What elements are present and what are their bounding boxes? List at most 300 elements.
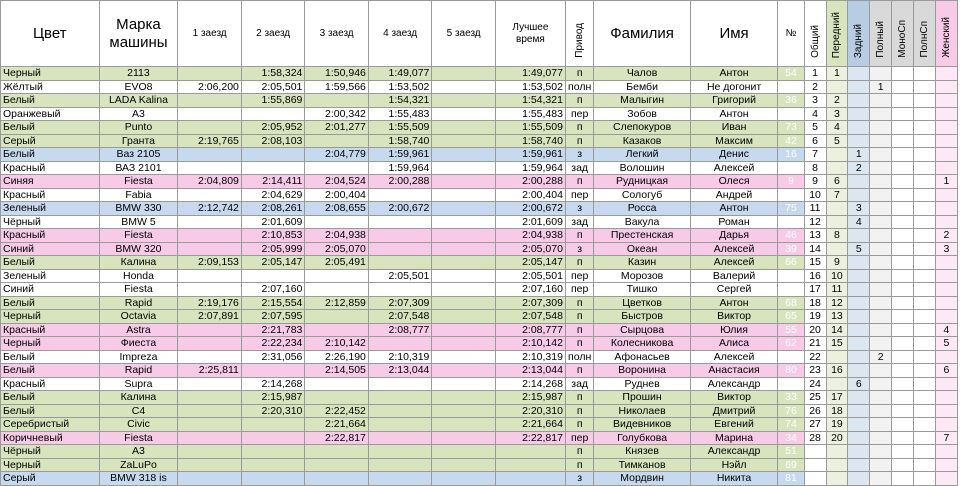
cell-last-name[interactable]: Вакула [594,215,690,229]
cell-race3[interactable]: 2:04,524 [305,175,369,189]
cell-front[interactable]: 3 [826,107,848,121]
cell-full[interactable] [914,310,936,324]
cell-race4[interactable] [368,215,432,229]
table-row[interactable] [1,310,958,324]
cell-race5[interactable] [432,404,496,418]
cell-model[interactable]: BMW 318 is [99,472,178,486]
cell-model[interactable]: Fabia [99,188,178,202]
cell-drive[interactable]: з [565,202,593,216]
cell-race1[interactable] [178,472,242,486]
cell-first-name[interactable]: Александр [690,377,778,391]
cell-race2[interactable]: 2:20,310 [241,404,305,418]
cell-best[interactable]: 2:20,310 [495,404,565,418]
cell-race2[interactable]: 2:04,629 [241,188,305,202]
cell-race1[interactable]: 2:09,153 [178,256,242,270]
cell-color[interactable]: Синий [1,242,100,256]
cell-drive[interactable]: з [565,472,593,486]
cell-front[interactable]: 12 [826,296,848,310]
cell-full[interactable] [914,161,936,175]
cell-best[interactable] [495,445,565,459]
cell-race3[interactable] [305,94,369,108]
cell-drive[interactable]: п [565,337,593,351]
cell-rear[interactable] [848,188,870,202]
cell-rear[interactable] [848,67,870,81]
cell-best[interactable]: 2:04,938 [495,229,565,243]
cell-last-name[interactable]: Тишко [594,283,690,297]
cell-last-name[interactable]: Цветков [594,296,690,310]
cell-rear[interactable] [848,458,870,472]
cell-model[interactable]: Impreza [99,350,178,364]
cell-rear[interactable] [848,404,870,418]
cell-female[interactable] [935,80,957,94]
cell-model[interactable]: Fiesta [99,229,178,243]
cell-race5[interactable] [432,107,496,121]
cell-drive[interactable]: полн [565,350,593,364]
cell-number[interactable]: 54 [778,67,804,81]
cell-first-name[interactable]: Дарья [690,229,778,243]
cell-awd[interactable] [870,418,892,432]
cell-female[interactable] [935,215,957,229]
cell-color[interactable]: Белый [1,148,100,162]
cell-race5[interactable] [432,323,496,337]
cell-race2[interactable]: 2:08,261 [241,202,305,216]
cell-best[interactable]: 1:49,077 [495,67,565,81]
cell-race4[interactable] [368,377,432,391]
cell-awd[interactable] [870,364,892,378]
cell-rear[interactable]: 1 [848,148,870,162]
cell-mono[interactable] [892,283,914,297]
cell-race1[interactable] [178,323,242,337]
cell-awd[interactable] [870,391,892,405]
cell-number[interactable]: 76 [778,404,804,418]
cell-number[interactable]: 71 [778,161,804,175]
cell-mono[interactable] [892,404,914,418]
cell-female[interactable] [935,67,957,81]
cell-overall[interactable]: 4 [804,107,826,121]
cell-mono[interactable] [892,269,914,283]
header-overall[interactable] [804,1,826,67]
cell-race2[interactable] [241,364,305,378]
cell-front[interactable]: 11 [826,283,848,297]
cell-drive[interactable]: п [565,121,593,135]
cell-drive[interactable]: полн [565,80,593,94]
cell-color[interactable]: Красный [1,229,100,243]
cell-model[interactable]: A3 [99,445,178,459]
cell-awd[interactable]: 1 [870,80,892,94]
cell-color[interactable]: Чёрный [1,215,100,229]
cell-first-name[interactable]: Алексей [690,242,778,256]
cell-mono[interactable] [892,175,914,189]
table-row[interactable] [1,337,958,351]
cell-number[interactable]: 55 [778,323,804,337]
cell-race1[interactable] [178,404,242,418]
cell-race1[interactable] [178,391,242,405]
header-awd[interactable] [870,1,892,67]
cell-race4[interactable]: 1:53,502 [368,80,432,94]
cell-overall[interactable]: 11 [804,202,826,216]
cell-model[interactable]: BMW 5 [99,215,178,229]
cell-race4[interactable]: 2:05,501 [368,269,432,283]
cell-full[interactable] [914,364,936,378]
cell-color[interactable]: Черный [1,67,100,81]
cell-race5[interactable] [432,148,496,162]
cell-awd[interactable] [870,148,892,162]
cell-race2[interactable]: 2:08,103 [241,134,305,148]
cell-number[interactable]: 39 [778,242,804,256]
cell-rear[interactable] [848,310,870,324]
cell-first-name[interactable]: Анастасия [690,364,778,378]
cell-race5[interactable] [432,310,496,324]
table-row[interactable] [1,80,958,94]
cell-first-name[interactable]: Евгений [690,418,778,432]
cell-last-name[interactable]: Голубкова [594,431,690,445]
cell-race4[interactable] [368,404,432,418]
cell-mono[interactable] [892,377,914,391]
cell-number[interactable]: 36 [778,94,804,108]
cell-race3[interactable] [305,391,369,405]
cell-race5[interactable] [432,188,496,202]
table-row[interactable] [1,472,958,486]
cell-overall[interactable]: 21 [804,337,826,351]
table-row[interactable] [1,242,958,256]
cell-mono[interactable] [892,431,914,445]
cell-overall[interactable]: 2 [804,80,826,94]
cell-drive[interactable]: п [565,229,593,243]
cell-race4[interactable]: 2:08,777 [368,323,432,337]
cell-best[interactable]: 2:05,147 [495,256,565,270]
table-row[interactable] [1,364,958,378]
cell-first-name[interactable]: Олеся [690,175,778,189]
cell-last-name[interactable]: Быстров [594,310,690,324]
header-race3[interactable]: 3 заезд [305,1,369,67]
cell-mono[interactable] [892,134,914,148]
cell-rear[interactable]: 4 [848,215,870,229]
cell-full[interactable] [914,404,936,418]
cell-front[interactable]: 5 [826,134,848,148]
cell-race4[interactable]: 1:59,964 [368,161,432,175]
cell-mono[interactable] [892,188,914,202]
cell-race2[interactable]: 2:15,987 [241,391,305,405]
cell-front[interactable]: 18 [826,404,848,418]
cell-number[interactable]: 62 [778,337,804,351]
cell-awd[interactable] [870,188,892,202]
cell-rear[interactable] [848,175,870,189]
cell-race1[interactable]: 2:19,765 [178,134,242,148]
cell-first-name[interactable]: Юлия [690,323,778,337]
cell-overall[interactable]: 9 [804,175,826,189]
cell-model[interactable]: Fiesta [99,431,178,445]
cell-female[interactable] [935,202,957,216]
cell-model[interactable]: Octavia [99,310,178,324]
header-race2[interactable]: 2 заезд [241,1,305,67]
cell-race1[interactable] [178,377,242,391]
cell-drive[interactable]: з [565,148,593,162]
cell-first-name[interactable]: Александр [690,445,778,459]
cell-mono[interactable] [892,458,914,472]
cell-overall[interactable]: 12 [804,215,826,229]
cell-full[interactable] [914,215,936,229]
cell-race2[interactable]: 2:07,595 [241,310,305,324]
table-row[interactable] [1,134,958,148]
cell-last-name[interactable]: Мордвин [594,472,690,486]
cell-drive[interactable]: п [565,445,593,459]
cell-rear[interactable] [848,364,870,378]
cell-mono[interactable] [892,418,914,432]
cell-model[interactable]: C4 [99,404,178,418]
cell-awd[interactable] [870,94,892,108]
cell-color[interactable]: Черный [1,337,100,351]
cell-female[interactable]: 3 [935,242,957,256]
cell-model[interactable]: Rapid [99,296,178,310]
cell-rear[interactable]: 5 [848,242,870,256]
cell-full[interactable] [914,242,936,256]
cell-full[interactable] [914,121,936,135]
cell-overall[interactable]: 6 [804,134,826,148]
cell-race3[interactable]: 2:04,779 [305,148,369,162]
cell-number[interactable]: 75 [778,202,804,216]
table-row[interactable] [1,161,958,175]
cell-front[interactable]: 10 [826,269,848,283]
cell-race4[interactable]: 2:00,288 [368,175,432,189]
cell-drive[interactable]: пер [565,431,593,445]
cell-rear[interactable] [848,296,870,310]
cell-overall[interactable]: 1 [804,67,826,81]
cell-model[interactable]: A3 [99,107,178,121]
cell-full[interactable] [914,256,936,270]
cell-race3[interactable]: 2:05,491 [305,256,369,270]
cell-full[interactable] [914,229,936,243]
cell-best[interactable]: 1:55,509 [495,121,565,135]
cell-overall[interactable] [804,445,826,459]
cell-female[interactable]: 6 [935,364,957,378]
cell-race2[interactable]: 2:22,234 [241,337,305,351]
cell-model[interactable]: Ваз 2105 [99,148,178,162]
cell-overall[interactable]: 14 [804,242,826,256]
cell-race2[interactable]: 2:14,411 [241,175,305,189]
cell-drive[interactable]: п [565,458,593,472]
cell-last-name[interactable]: Казаков [594,134,690,148]
cell-model[interactable]: Калина [99,256,178,270]
cell-female[interactable] [935,283,957,297]
cell-drive[interactable]: пер [565,188,593,202]
cell-female[interactable]: 2 [935,229,957,243]
cell-race5[interactable] [432,80,496,94]
cell-race1[interactable] [178,67,242,81]
header-race4[interactable]: 4 заезд [368,1,432,67]
cell-race3[interactable]: 2:00,342 [305,107,369,121]
cell-race5[interactable] [432,67,496,81]
cell-overall[interactable] [804,458,826,472]
cell-last-name[interactable]: Прошин [594,391,690,405]
cell-rear[interactable]: 6 [848,377,870,391]
cell-mono[interactable] [892,472,914,486]
cell-rear[interactable] [848,269,870,283]
cell-female[interactable] [935,404,957,418]
cell-race5[interactable] [432,229,496,243]
table-row[interactable] [1,188,958,202]
cell-first-name[interactable]: Сергей [690,283,778,297]
cell-color[interactable]: Синяя [1,175,100,189]
cell-rear[interactable] [848,418,870,432]
cell-number[interactable]: 80 [778,364,804,378]
cell-front[interactable] [826,148,848,162]
cell-race1[interactable]: 2:07,891 [178,310,242,324]
cell-drive[interactable]: п [565,134,593,148]
cell-full[interactable] [914,202,936,216]
cell-front[interactable] [826,215,848,229]
cell-awd[interactable] [870,431,892,445]
cell-race3[interactable] [305,269,369,283]
cell-color[interactable]: Красный [1,323,100,337]
cell-best[interactable]: 1:55,483 [495,107,565,121]
cell-race4[interactable] [368,445,432,459]
cell-first-name[interactable]: Роман [690,215,778,229]
table-row[interactable] [1,323,958,337]
cell-full[interactable] [914,418,936,432]
cell-race4[interactable]: 2:13,044 [368,364,432,378]
cell-first-name[interactable]: Иван [690,121,778,135]
cell-number[interactable]: 81 [778,472,804,486]
cell-model[interactable]: Фиеста [99,337,178,351]
cell-overall[interactable]: 25 [804,391,826,405]
cell-color[interactable]: Белый [1,94,100,108]
cell-race1[interactable] [178,458,242,472]
cell-race4[interactable] [368,391,432,405]
cell-race3[interactable] [305,445,369,459]
cell-female[interactable] [935,148,957,162]
cell-race1[interactable]: 2:19,176 [178,296,242,310]
cell-model[interactable]: 2113 [99,67,178,81]
cell-race2[interactable]: 2:14,268 [241,377,305,391]
cell-model[interactable]: Fiesta [99,283,178,297]
cell-rear[interactable] [848,431,870,445]
cell-awd[interactable] [870,121,892,135]
cell-full[interactable] [914,148,936,162]
cell-awd[interactable] [870,175,892,189]
cell-overall[interactable]: 3 [804,94,826,108]
cell-race2[interactable] [241,161,305,175]
cell-drive[interactable]: пер [565,269,593,283]
cell-model[interactable]: Honda [99,269,178,283]
cell-race3[interactable]: 2:05,070 [305,242,369,256]
cell-number[interactable]: 72 [778,283,804,297]
cell-race1[interactable]: 2:12,742 [178,202,242,216]
cell-front[interactable]: 15 [826,337,848,351]
cell-female[interactable] [935,377,957,391]
cell-last-name[interactable]: Руднев [594,377,690,391]
cell-awd[interactable] [870,283,892,297]
cell-race3[interactable]: 2:12,859 [305,296,369,310]
header-full[interactable] [914,1,936,67]
cell-awd[interactable] [870,458,892,472]
cell-race2[interactable] [241,418,305,432]
cell-number[interactable]: 77 [778,188,804,202]
cell-female[interactable]: 4 [935,323,957,337]
cell-best[interactable]: 2:13,044 [495,364,565,378]
cell-best[interactable]: 1:54,321 [495,94,565,108]
header-mono[interactable] [892,1,914,67]
cell-race3[interactable]: 2:21,664 [305,418,369,432]
cell-first-name[interactable]: Антон [690,296,778,310]
header-front[interactable] [826,1,848,67]
cell-race1[interactable]: 2:25,811 [178,364,242,378]
cell-race4[interactable]: 2:07,548 [368,310,432,324]
cell-last-name[interactable]: Колесникова [594,337,690,351]
cell-color[interactable]: Серый [1,472,100,486]
cell-overall[interactable]: 24 [804,377,826,391]
cell-model[interactable]: Rapid [99,364,178,378]
cell-drive[interactable]: п [565,175,593,189]
cell-awd[interactable] [870,242,892,256]
cell-last-name[interactable]: Николаев [594,404,690,418]
cell-last-name[interactable]: Росса [594,202,690,216]
cell-full[interactable] [914,269,936,283]
cell-color[interactable]: Жёлтый [1,80,100,94]
cell-drive[interactable]: п [565,310,593,324]
cell-race3[interactable] [305,310,369,324]
cell-front[interactable] [826,202,848,216]
cell-last-name[interactable]: Тимканов [594,458,690,472]
cell-overall[interactable]: 27 [804,418,826,432]
cell-number[interactable]: 74 [778,418,804,432]
cell-race5[interactable] [432,134,496,148]
cell-full[interactable] [914,94,936,108]
cell-best[interactable]: 2:00,288 [495,175,565,189]
cell-race1[interactable] [178,215,242,229]
cell-full[interactable] [914,350,936,364]
cell-race3[interactable] [305,215,369,229]
table-row[interactable] [1,269,958,283]
cell-drive[interactable]: п [565,67,593,81]
cell-overall[interactable]: 10 [804,188,826,202]
cell-color[interactable]: Белый [1,404,100,418]
cell-race1[interactable] [178,350,242,364]
cell-front[interactable]: 4 [826,121,848,135]
cell-full[interactable] [914,107,936,121]
cell-model[interactable]: ZaLuPo [99,458,178,472]
cell-best[interactable]: 2:00,672 [495,202,565,216]
cell-race4[interactable] [368,229,432,243]
cell-best[interactable]: 2:05,501 [495,269,565,283]
cell-color[interactable]: Красный [1,188,100,202]
cell-awd[interactable] [870,296,892,310]
cell-female[interactable] [935,94,957,108]
cell-rear[interactable] [848,337,870,351]
cell-front[interactable]: 8 [826,229,848,243]
cell-race1[interactable] [178,431,242,445]
cell-model[interactable]: Гранта [99,134,178,148]
cell-drive[interactable]: пер [565,283,593,297]
table-row[interactable] [1,175,958,189]
cell-awd[interactable] [870,377,892,391]
cell-race5[interactable] [432,175,496,189]
cell-overall[interactable]: 28 [804,431,826,445]
cell-last-name[interactable]: Воронина [594,364,690,378]
cell-race4[interactable]: 1:54,321 [368,94,432,108]
cell-full[interactable] [914,445,936,459]
cell-race3[interactable]: 1:50,946 [305,67,369,81]
cell-first-name[interactable]: Алиса [690,337,778,351]
cell-race5[interactable] [432,377,496,391]
cell-race2[interactable] [241,458,305,472]
cell-model[interactable]: ВАЗ 2101 [99,161,178,175]
cell-full[interactable] [914,472,936,486]
cell-race5[interactable] [432,445,496,459]
cell-full[interactable] [914,377,936,391]
cell-race2[interactable] [241,445,305,459]
cell-model[interactable]: Astra [99,323,178,337]
cell-full[interactable] [914,283,936,297]
